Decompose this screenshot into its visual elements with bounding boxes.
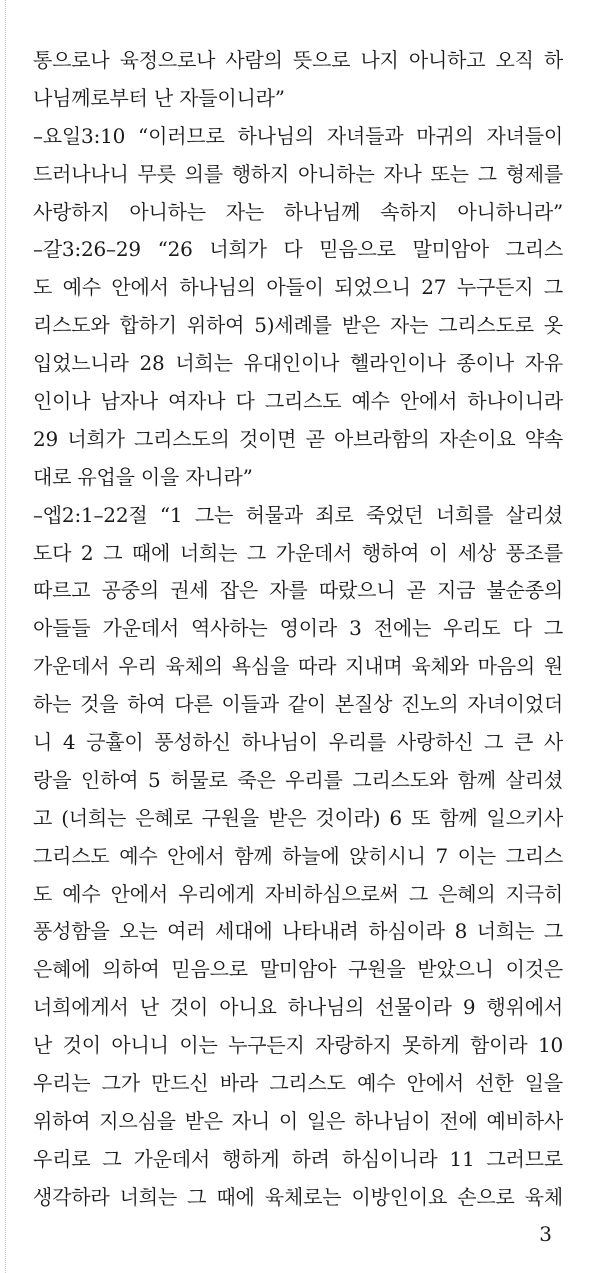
text-line: –엡2:1–22절 “1 그는 허물과 죄로 죽었던 너희를 살리셨 — [33, 502, 563, 527]
text-line: 우리는 그가 만드신 바라 그리스도 예수 안에서 선한 일을 — [33, 1071, 563, 1096]
text-line: –갈3:26–29 “26 너희가 다 믿음으로 말미암아 그리스 — [33, 237, 563, 262]
text-line: 고 (너희는 은혜로 구원을 받은 것이라) 6 또 함께 일으키사 — [33, 805, 563, 830]
text-line: 사랑하지 아니하는 자는 하나님께 속하지 아니하니라” — [33, 199, 563, 224]
text-line: 풍성함을 오는 여러 세대에 나타내려 하심이라 8 너희는 그 — [33, 919, 563, 944]
page-number: 3 — [539, 1222, 552, 1246]
text-line: 난 것이 아니니 이는 누구든지 자랑하지 못하게 함이라 10 — [33, 1033, 563, 1058]
text-line: 가운데서 우리 육체의 욕심을 따라 지내며 육체와 마음의 원 — [33, 654, 563, 679]
text-line: 랑을 인하여 5 허물로 죽은 우리를 그리스도와 함께 살리셨 — [33, 767, 563, 792]
text-line: 니 4 긍휼이 풍성하신 하나님이 우리를 사랑하신 그 큰 사 — [33, 730, 563, 755]
text-line: 위하여 지으심을 받은 자니 이 일은 하나님이 전에 예비하사 — [33, 1108, 563, 1133]
text-line: 은혜에 의하여 믿음으로 말미암아 구원을 받았으니 이것은 — [33, 957, 563, 982]
text-line: 생각하라 너희는 그 때에 육체로는 이방인이요 손으로 육체 — [33, 1184, 563, 1209]
text-line: 인이나 남자나 여자나 다 그리스도 예수 안에서 하나이니라 — [33, 389, 563, 414]
text-line: –요일3:10 “이러므로 하나님의 자녀들과 마귀의 자녀들이 — [33, 123, 563, 148]
text-line: 리스도와 합하기 위하여 5)세례를 받은 자는 그리스도로 옷 — [33, 313, 563, 338]
text-line: 도 예수 안에서 우리에게 자비하심으로써 그 은혜의 지극히 — [33, 881, 563, 906]
text-line: 도 예수 안에서 하나님의 아들이 되었으니 27 누구든지 그 — [33, 275, 563, 300]
text-line: 그리스도 예수 안에서 함께 하늘에 앉히시니 7 이는 그리스 — [33, 843, 563, 868]
text-line: 드러나나니 무릇 의를 행하지 아니하는 자나 또는 그 형제를 — [33, 161, 563, 186]
text-line: 입었느니라 28 너희는 유대인이나 헬라인이나 종이나 자유 — [33, 351, 563, 376]
text-line: 29 너희가 그리스도의 것이면 곧 아브라함의 자손이요 약속 — [33, 426, 563, 451]
page-edge-divider — [5, 0, 6, 1273]
body-text — [33, 42, 563, 1217]
text-line: 대로 유업을 이을 자니라” — [33, 464, 253, 489]
text-line: 따르고 공중의 권세 잡은 자를 따랐으니 곧 지금 불순종의 — [33, 578, 563, 603]
text-line: 우리로 그 가운데서 행하게 하려 하심이니라 11 그러므로 — [33, 1146, 563, 1171]
text-line: 너희에게서 난 것이 아니요 하나님의 선물이라 9 행위에서 — [33, 995, 563, 1020]
text-line: 도다 2 그 때에 너희는 그 가운데서 행하여 이 세상 풍조를 — [33, 540, 563, 565]
text-line: 나님께로부터 난 자들이니라” — [33, 85, 285, 110]
text-line: 하는 것을 하여 다른 이들과 같이 본질상 진노의 자녀이었더 — [33, 692, 563, 717]
text-line: 통으로나 육정으로나 사람의 뜻으로 나지 아니하고 오직 하 — [33, 48, 563, 72]
text-line: 아들들 가운데서 역사하는 영이라 3 전에는 우리도 다 그 — [33, 616, 563, 641]
